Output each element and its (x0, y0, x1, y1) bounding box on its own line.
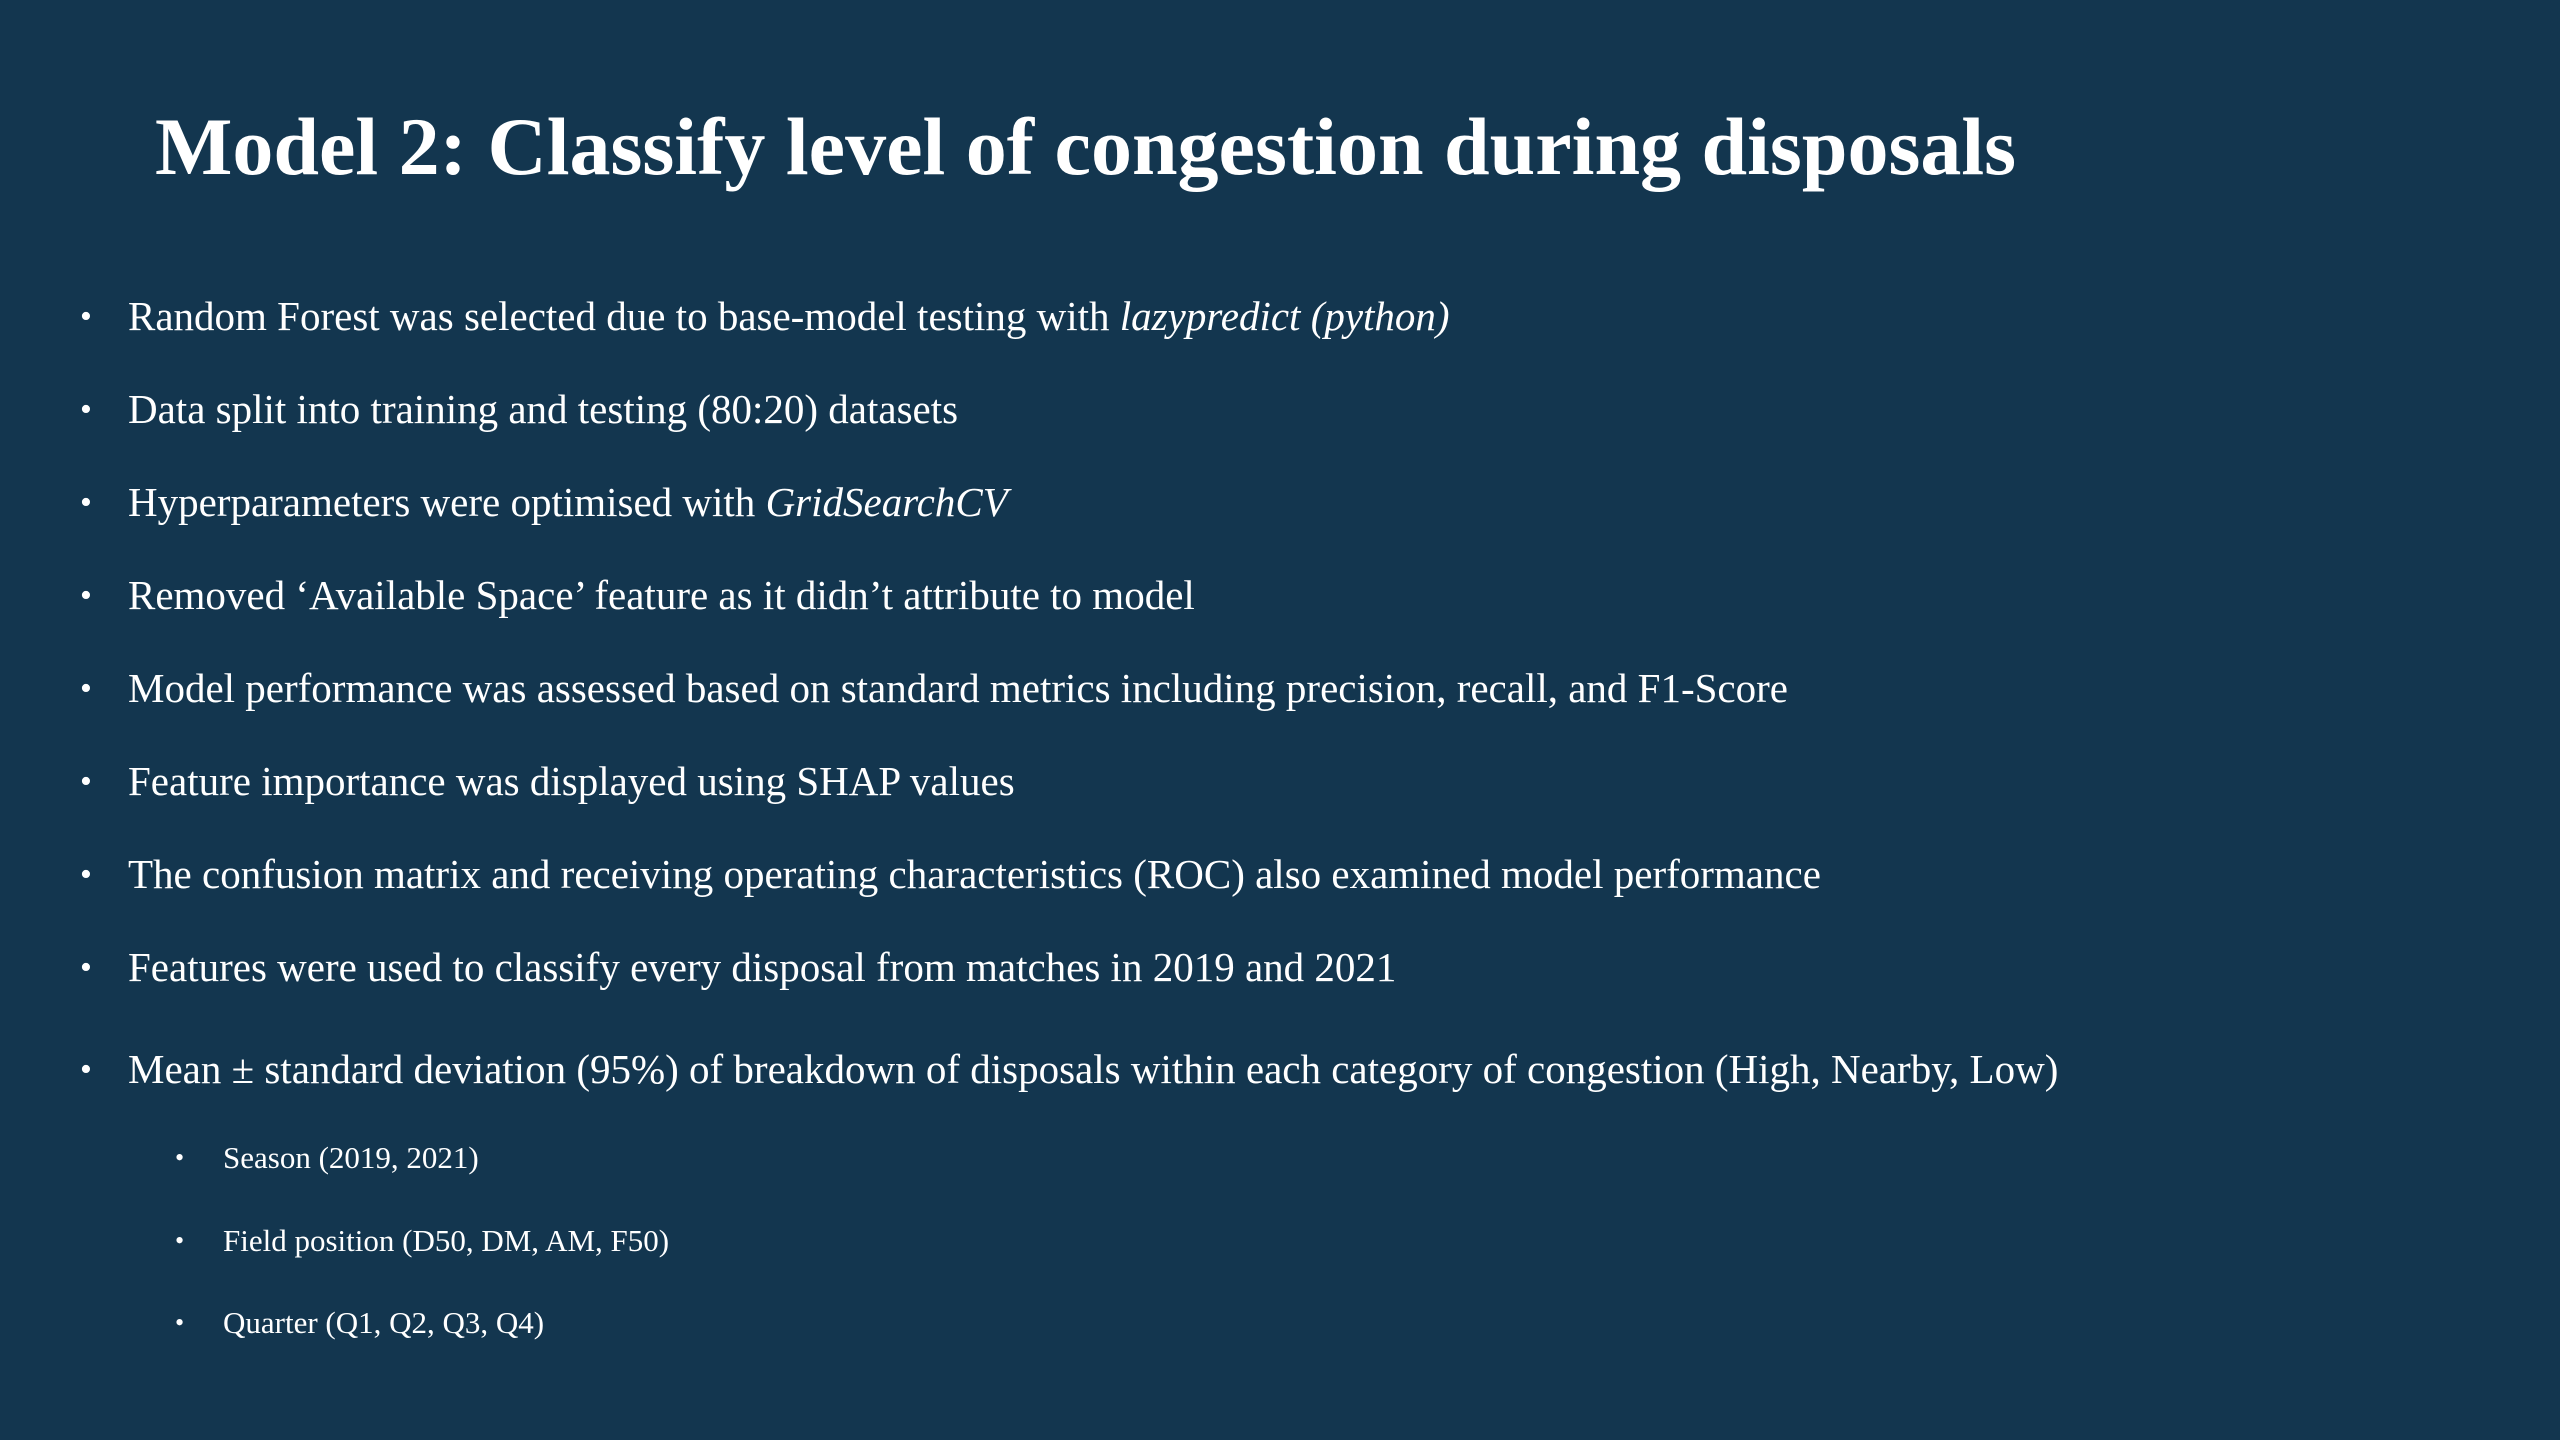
slide-title: Model 2: Classify level of congestion during disposals (155, 101, 2017, 192)
sub-bullet-text: Field position (D50, DM, AM, F50) (223, 1223, 670, 1258)
bullet-text: Random Forest was selected due to base-model testing with lazypredict (python) (128, 293, 1450, 339)
bullet-dot-icon: • (80, 856, 92, 893)
bullet-text: Removed ‘Available Space’ feature as it didn’t attribute to model (128, 572, 1195, 618)
bullet-dot-icon: • (80, 484, 92, 521)
bullet-dot-icon: • (80, 577, 92, 614)
bullet-dot-icon: • (80, 763, 92, 800)
bullet-text: The confusion matrix and receiving operating characteristics (ROC) also examined model performance (128, 851, 1821, 897)
sub-bullet-text: Quarter (Q1, Q2, Q3, Q4) (223, 1305, 545, 1340)
bullet-emphasis: GridSearchCV (765, 479, 1008, 525)
bullet-text: Features were used to classify every disposal from matches in 2019 and 2021 (128, 944, 1397, 990)
bullet-dot-icon: • (175, 1143, 185, 1172)
bullet-dot-icon: • (80, 949, 92, 986)
bullet-dot-icon: • (175, 1226, 185, 1255)
bullet-dot-icon: • (175, 1308, 185, 1337)
bullet-text: Model performance was assessed based on standard metrics including precision, recall, and F1-Score (128, 665, 1788, 711)
bullet-dot-icon: • (80, 298, 92, 335)
bullet-dot-icon: • (80, 670, 92, 707)
bullet-dot-icon: • (80, 391, 92, 428)
bullet-emphasis: lazypredict (python) (1119, 293, 1450, 339)
bullet-text: Hyperparameters were optimised with GridSearchCV (128, 479, 1008, 525)
sub-bullet-text: Season (2019, 2021) (223, 1140, 479, 1175)
bullet-text: Mean ± standard deviation (95%) of breakdown of disposals within each category of congestion (High, Nearby, Low) (128, 1046, 2059, 1092)
bullet-text: Data split into training and testing (80:20) datasets (128, 386, 959, 432)
bullet-text: Feature importance was displayed using SHAP values (128, 758, 1015, 804)
bullet-dot-icon: • (80, 1051, 92, 1088)
